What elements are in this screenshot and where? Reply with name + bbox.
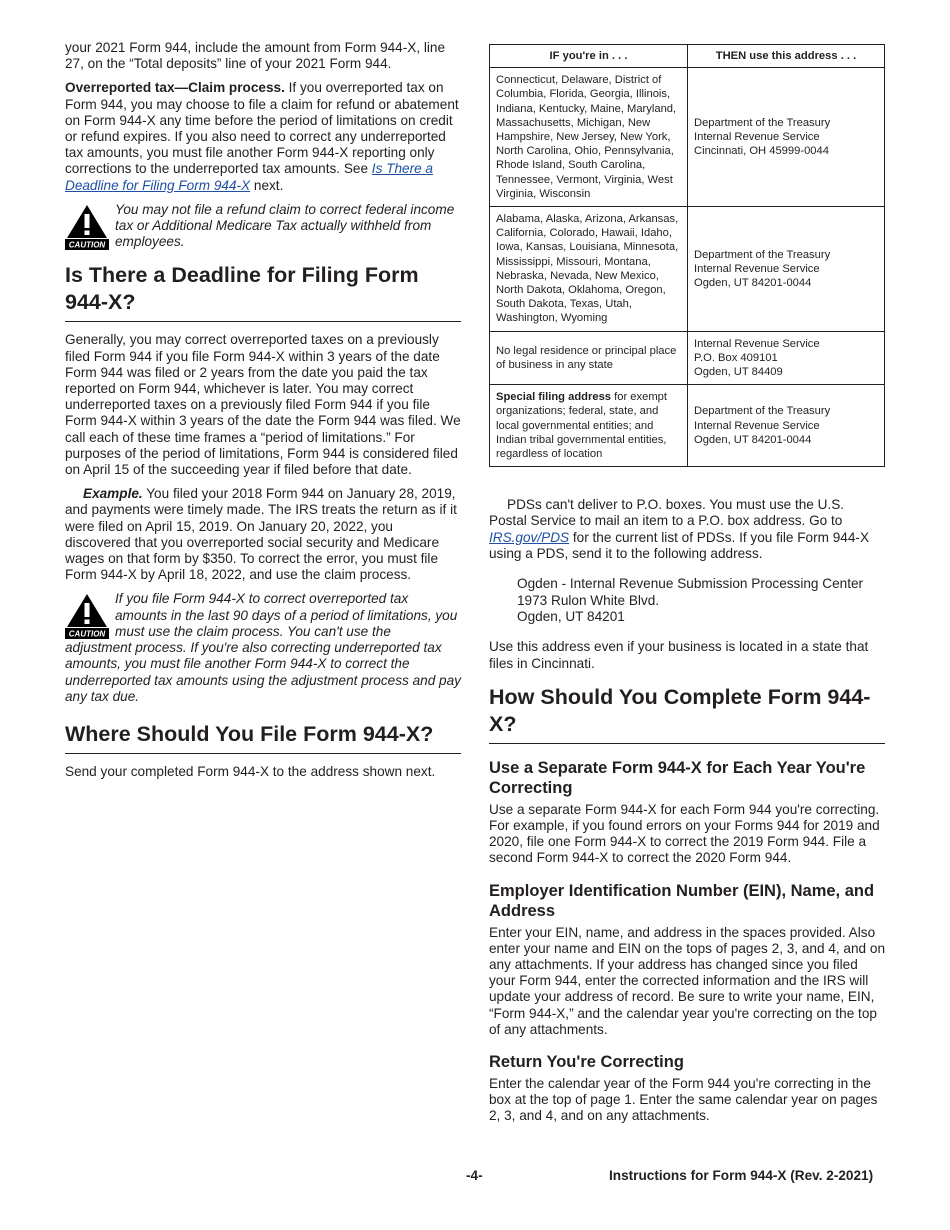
table-header-row: [490, 45, 885, 68]
claim-process-text: If you overreported tax on Form 944, you may choose to file a claim for refund or abatement on Form 944-X any time before the period of limitations on credit or refund expires. If you also need to correct any underreported tax amounts, you must file another Form 944-X reporting only corrections to the underreported tax amounts. See: [65, 80, 459, 177]
pds-text-before: PDSs can't deliver to P.O. boxes. You must use the U.S. Postal Service to mail an item to a P.O. box address. Go to: [489, 497, 845, 529]
claim-process-heading: Overreported tax—Claim process.: [65, 80, 285, 96]
claim-process-after: next.: [253, 177, 284, 193]
table-row: [490, 68, 885, 207]
address-line: Internal Revenue Service: [694, 337, 820, 350]
address-line: Department of the Treasury: [694, 116, 831, 129]
deadline-paragraph: Generally, you may correct overreported taxes on a previously filed Form 944 if you file Form 944-X within 3 years of the date Form 944 was filed or 2 years from the date you paid the tax reported on Form 944, whichever is later. You may correct underreported taxes on a previously filed Form 944 if you file Form 944-X within 3 years of the date the Form 944 was filed. We call each of these time frames a “period of limitations.” For purposes of the period of limitations, Form 944 is considered filed on April 15 of the succeeding year if filed before that date.: [65, 332, 461, 478]
use-address-paragraph: Use this address even if your business is located in a state that files in Cincinnati.: [489, 639, 869, 671]
address-line: P.O. Box 409101: [694, 351, 778, 364]
address-table: [489, 44, 885, 467]
intro-paragraph: your 2021 Form 944, include the amount from Form 944-X, line 27, on the “Total deposits” line of your 2021 Form 944.: [65, 40, 446, 72]
caution-label: CAUTION: [68, 629, 106, 639]
claim-process-paragraph: [65, 80, 461, 193]
caution-text-2: If you file Form 944-X to correct overreported tax amounts in the last 90 days of a period of limitations, you must use the claim process. You can't use the adjustment process. If you're also correcting underreported tax amounts, you must file another Form 944-X to correct the underreported tax amounts using the adjustment process and pay any tax due.: [65, 591, 461, 704]
footer-title: Instructions for Form 944-X (Rev. 2-2021): [609, 1168, 874, 1183]
how-heading: How Should You Complete Form 944-X?: [489, 684, 885, 744]
table-header-then: THEN use this address . . .: [688, 45, 885, 68]
pds-text-after: for the current list of PDSs. If you file Form 944-X using a PDS, send it to the following address.: [489, 529, 870, 561]
address-line: Department of the Treasury: [694, 405, 831, 418]
example-text: You filed your 2018 Form 944 on January 28, 2019, and payments were timely made. The IRS treats the return as if it were filed on April 15, 2019. On January 20, 2022, you discovered that you overreported social security and Medicare wages on that form by $350. To correct the error, you must file Form 944-X by April 18, 2022, and use the claim process.: [65, 486, 457, 583]
address-line: Ogden, UT 84201-0044: [694, 276, 812, 289]
address-line: Internal Revenue Service: [694, 262, 820, 275]
table-cell-address: [688, 385, 885, 467]
table-row: [490, 207, 885, 332]
table-cell-address: [688, 207, 885, 332]
table-cell-address: [688, 68, 885, 207]
table-cell-states: No legal residence or principal place of business in any state: [490, 331, 688, 385]
caution-text-1: You may not file a refund claim to correct federal income tax or Additional Medicare Tax actually withheld from employees.: [115, 201, 455, 250]
address-line: 1973 Rulon White Blvd.: [517, 592, 660, 608]
table-header-if: IF you're in . . .: [490, 45, 688, 68]
caution-note-2: [65, 591, 461, 704]
return-correcting-heading: Return You're Correcting: [489, 1052, 684, 1071]
address-line: Ogden - Internal Revenue Submission Processing Center: [517, 576, 864, 592]
pds-paragraph: [489, 497, 885, 562]
pds-address: [517, 576, 885, 625]
address-line: Ogden, UT 84201: [517, 608, 625, 624]
deadline-heading: Is There a Deadline for Filing Form 944-X?: [65, 262, 461, 322]
special-filing-text: for exempt organizations; federal, state, and local governmental entities; and Indian tribal governmental entities, regardless of location: [496, 391, 667, 461]
return-correcting-paragraph: Enter the calendar year of the Form 944 you're correcting in the box at the top of page 1. Enter the same calendar year on pages 2, 3, and 4, and on any attachments.: [489, 1075, 878, 1124]
table-cell-states: [490, 385, 688, 467]
example-paragraph: [65, 486, 461, 583]
separate-form-heading: Use a Separate Form 944-X for Each Year You're Correcting: [489, 758, 866, 797]
address-line: Department of the Treasury: [694, 248, 831, 261]
table-row: [490, 385, 885, 467]
address-line: Internal Revenue Service: [694, 131, 820, 144]
address-line: Cincinnati, OH 45999-0044: [694, 145, 829, 158]
caution-icon: [65, 593, 109, 639]
right-column: [489, 44, 885, 1133]
irs-pds-link[interactable]: IRS.gov/PDS: [489, 529, 570, 545]
where-paragraph: Send your completed Form 944-X to the address shown next.: [65, 763, 436, 779]
address-line: Ogden, UT 84409: [694, 366, 783, 379]
ein-paragraph: Enter your EIN, name, and address in the spaces provided. Also enter your name and EIN on the tops of pages 2, 3, and 4, and on any attachments. If your address has changed since you filed your Form 944, enter the corrected information and the IRS will update your address of record. Be sure to write your name, EIN, “Form 944-X,” and the calendar year you're correcting on the top of any attachments.: [489, 924, 886, 1037]
left-column: [65, 40, 461, 788]
table-cell-states: Alabama, Alaska, Arizona, Arkansas, California, Colorado, Hawaii, Idaho, Iowa, Kansas, Louisiana, Minnesota, Mississippi, Missouri, Montana, Nebraska, Nevada, New Mexico, North Dakota, Oklahoma, Oregon, South Dakota, Texas, Utah, Washington, Wyoming: [490, 207, 688, 332]
where-heading: Where Should You File Form 944-X?: [65, 721, 461, 754]
caution-label: CAUTION: [68, 240, 106, 250]
special-filing-label: Special filing address: [496, 391, 612, 404]
table-row: [490, 331, 885, 385]
ein-heading: Employer Identification Number (EIN), Name, and Address: [489, 881, 875, 920]
address-line: Internal Revenue Service: [694, 419, 820, 432]
deadline-link[interactable]: Is There a Deadline for Filing Form 944-X: [65, 161, 433, 193]
page-number: -4-: [466, 1168, 483, 1183]
caution-icon: [65, 204, 109, 250]
example-label: Example.: [83, 486, 143, 502]
table-cell-address: [688, 331, 885, 385]
address-line: Ogden, UT 84201-0044: [694, 433, 812, 446]
separate-form-paragraph: Use a separate Form 944-X for each Form 944 you're correcting. For example, if you found errors on your Forms 944 for 2019 and 2020, file one Form 944-X to correct the 2019 Form 944. File a second Form 944-X to correct the 2020 Form 944.: [489, 801, 880, 866]
table-cell-states: Connecticut, Delaware, District of Columbia, Florida, Georgia, Illinois, Indiana, Kentucky, Maine, Maryland, Massachusetts, Michigan, New Hampshire, New Jersey, New York, North Carolina, Ohio, Pennsylvania, Rhode Island, South Carolina, Tennessee, Vermont, Virginia, West Virginia, Wisconsin: [490, 68, 688, 207]
caution-note-1: [65, 202, 461, 251]
